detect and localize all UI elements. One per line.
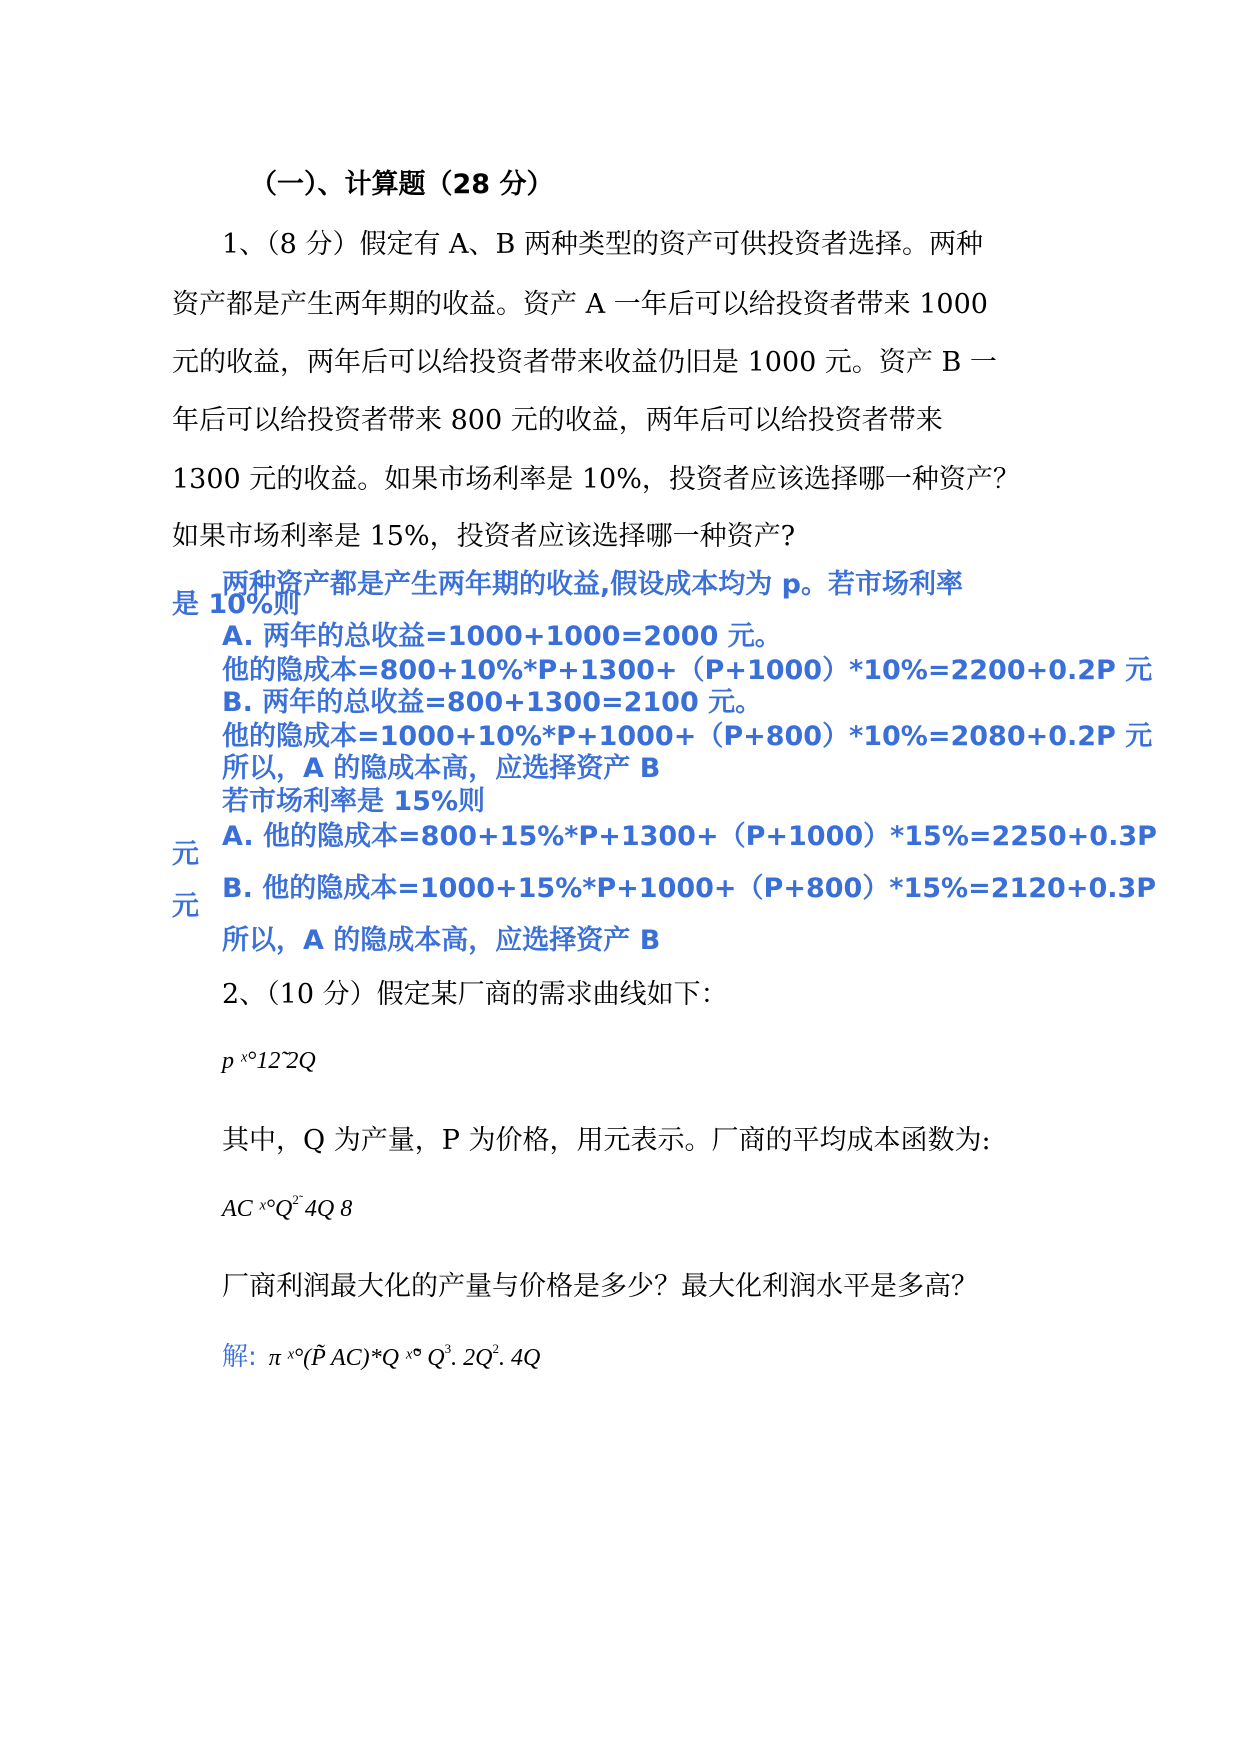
q1-line-3: 元的收益，两年后可以给投资者带来收益仍旧是 1000 元。资产 B 一 xyxy=(172,347,997,378)
q2-description: 其中，Q 为产量，P 为价格，用元表示。厂商的平均成本函数为: xyxy=(222,1125,991,1156)
q2-question: 厂商利润最大化的产量与价格是多少？最大化利润水平是多高？ xyxy=(222,1271,978,1302)
answer1-line-7: 所以，A 的隐成本高，应选择资产 B xyxy=(222,753,661,784)
cost-eq-sup: 2̃ xyxy=(292,1192,299,1207)
answer1-line-3: A. 两年的总收益=1000+1000=2000 元。 xyxy=(222,621,782,652)
section-title: （一）、计算题（28 分） xyxy=(250,169,554,200)
cost-equation xyxy=(222,1192,352,1223)
q2-intro: 2、（10 分）假定某厂商的需求曲线如下： xyxy=(222,979,728,1010)
answer1-line-10: 元 xyxy=(172,839,199,870)
cost-eq-main: AC ˣ°Q xyxy=(222,1196,293,1222)
solution-sup-1: 3 xyxy=(444,1341,452,1356)
q1-line-2: 资产都是产生两年期的收益。资产 A 一年后可以给投资者带来 1000 xyxy=(172,289,988,320)
answer1-line-4: 他的隐成本=800+10%*P+1300+（P+1000）*10%=2200+0.2P 元 xyxy=(222,655,1153,686)
answer1-line-1: 两种资产都是产生两年期的收益,假设成本均为 p。若市场利率 xyxy=(222,569,963,600)
solution-line xyxy=(222,1336,540,1373)
solution-eq: π ˣ°(P̃ AC)*Q ˣ̃° Q xyxy=(268,1345,445,1371)
solution-mid: . 2Q xyxy=(451,1345,493,1371)
answer1-line-6: 他的隐成本=1000+10%*P+1000+（P+800）*10%=2080+0.2P 元 xyxy=(222,721,1153,752)
answer1-line-12: 元 xyxy=(172,891,199,922)
answer1-line-9: A. 他的隐成本=800+15%*P+1300+（P+1000）*15%=2250+0.3P xyxy=(222,821,1157,852)
answer1-line-11: B. 他的隐成本=1000+15%*P+1000+（P+800）*15%=2120+0.3P xyxy=(222,873,1157,904)
answer1-line-2: 是 10%则 xyxy=(172,589,301,620)
q1-line-6: 如果市场利率是 15%，投资者应该选择哪一种资产? xyxy=(172,521,796,552)
q1-line-4: 年后可以给投资者带来 800 元的收益，两年后可以给投资者带来 xyxy=(172,405,943,436)
cost-eq-rest: 4Q 8 xyxy=(298,1196,353,1222)
solution-end: . 4Q xyxy=(498,1345,541,1371)
q1-line-5: 1300 元的收益。如果市场利率是 10%，投资者应该选择哪一种资产？ xyxy=(172,464,1020,495)
answer1-line-13: 所以，A 的隐成本高，应选择资产 B xyxy=(222,925,661,956)
solution-sup-2: 2 xyxy=(492,1341,499,1356)
answer1-line-5: B. 两年的总收益=800+1300=2100 元。 xyxy=(222,687,763,718)
answer1-line-8: 若市场利率是 15%则 xyxy=(222,786,486,817)
q1-line-1: 1、（8 分）假定有 A、B 两种类型的资产可供投资者选择。两种 xyxy=(222,229,983,260)
demand-equation: p ˣ°12̃ 2Q xyxy=(222,1048,316,1074)
solution-label: 解: xyxy=(222,1342,257,1372)
